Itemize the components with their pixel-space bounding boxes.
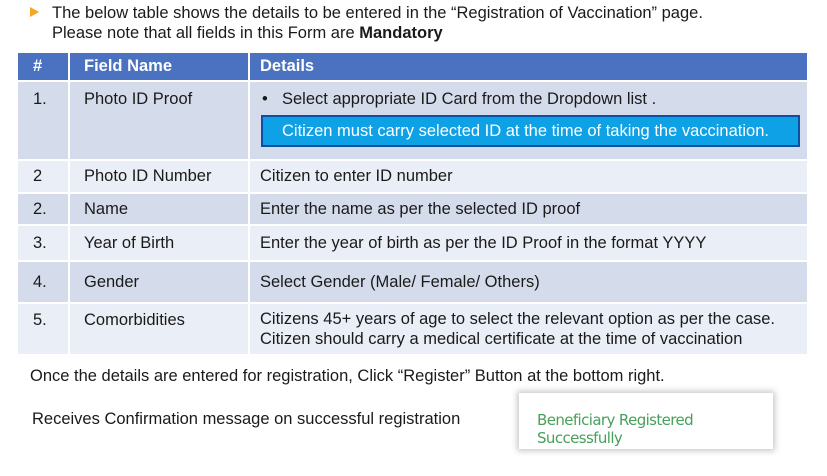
header-field-name: Field Name: [70, 53, 250, 80]
table-row: [18, 194, 807, 224]
row-num: 4.: [18, 262, 70, 302]
row-field: Photo ID Number: [70, 161, 250, 192]
arrow-bullet-icon: [30, 7, 39, 17]
success-message-box: [519, 393, 773, 449]
row-details: [250, 304, 807, 354]
row-num: 1.: [18, 82, 70, 159]
header-details: Details: [250, 53, 807, 80]
row-num: 3.: [18, 226, 70, 260]
row-field: Photo ID Proof: [70, 82, 250, 159]
row-details: Select Gender (Male/ Female/ Others): [250, 262, 807, 302]
registration-fields-table: [18, 51, 807, 356]
table-row: [18, 161, 807, 192]
row-num: 2: [18, 161, 70, 192]
row-field: Comorbidities: [70, 304, 250, 354]
table-row: [18, 82, 807, 159]
row-field: Gender: [70, 262, 250, 302]
row-details-line-1: Citizens 45+ years of age to select the relevant option as per the case.: [260, 310, 776, 328]
intro-line-1: The below table shows the details to be entered in the “Registration of Vaccination” page.: [52, 4, 703, 22]
row-num: 5.: [18, 304, 70, 354]
intro-line-2: [52, 23, 820, 43]
header-num: #: [18, 53, 70, 80]
row-field: Year of Birth: [70, 226, 250, 260]
row-details-line-2: Citizen should carry a medical certificate at the time of vaccination: [260, 330, 743, 348]
row-details: Enter the name as per the selected ID proof: [250, 194, 807, 224]
bullet-icon: •: [262, 90, 268, 108]
intro-text: [30, 3, 820, 43]
highlight-note: Citizen must carry selected ID at the time of taking the vaccination.: [261, 115, 800, 147]
row-details: Citizen to enter ID number: [250, 161, 807, 192]
row-details: Enter the year of birth as per the ID Proof in the format YYYY: [250, 226, 807, 260]
success-message: Beneficiary Registered Successfully: [537, 411, 694, 447]
table-row: [18, 304, 807, 354]
mandatory-label: Mandatory: [359, 24, 443, 42]
row-field: Name: [70, 194, 250, 224]
confirmation-label: Receives Confirmation message on successful registration: [32, 410, 461, 428]
table-row: [18, 226, 807, 260]
table-header-row: [18, 53, 807, 80]
row-details: [250, 82, 807, 159]
row-num: 2.: [18, 194, 70, 224]
intro-line-2-text: Please note that all fields in this Form are: [52, 24, 360, 42]
register-instruction: Once the details are entered for registration, Click “Register” Button at the bottom right.: [30, 367, 665, 385]
row-details-text: Select appropriate ID Card from the Dropdown list .: [282, 90, 657, 108]
table-row: [18, 262, 807, 302]
